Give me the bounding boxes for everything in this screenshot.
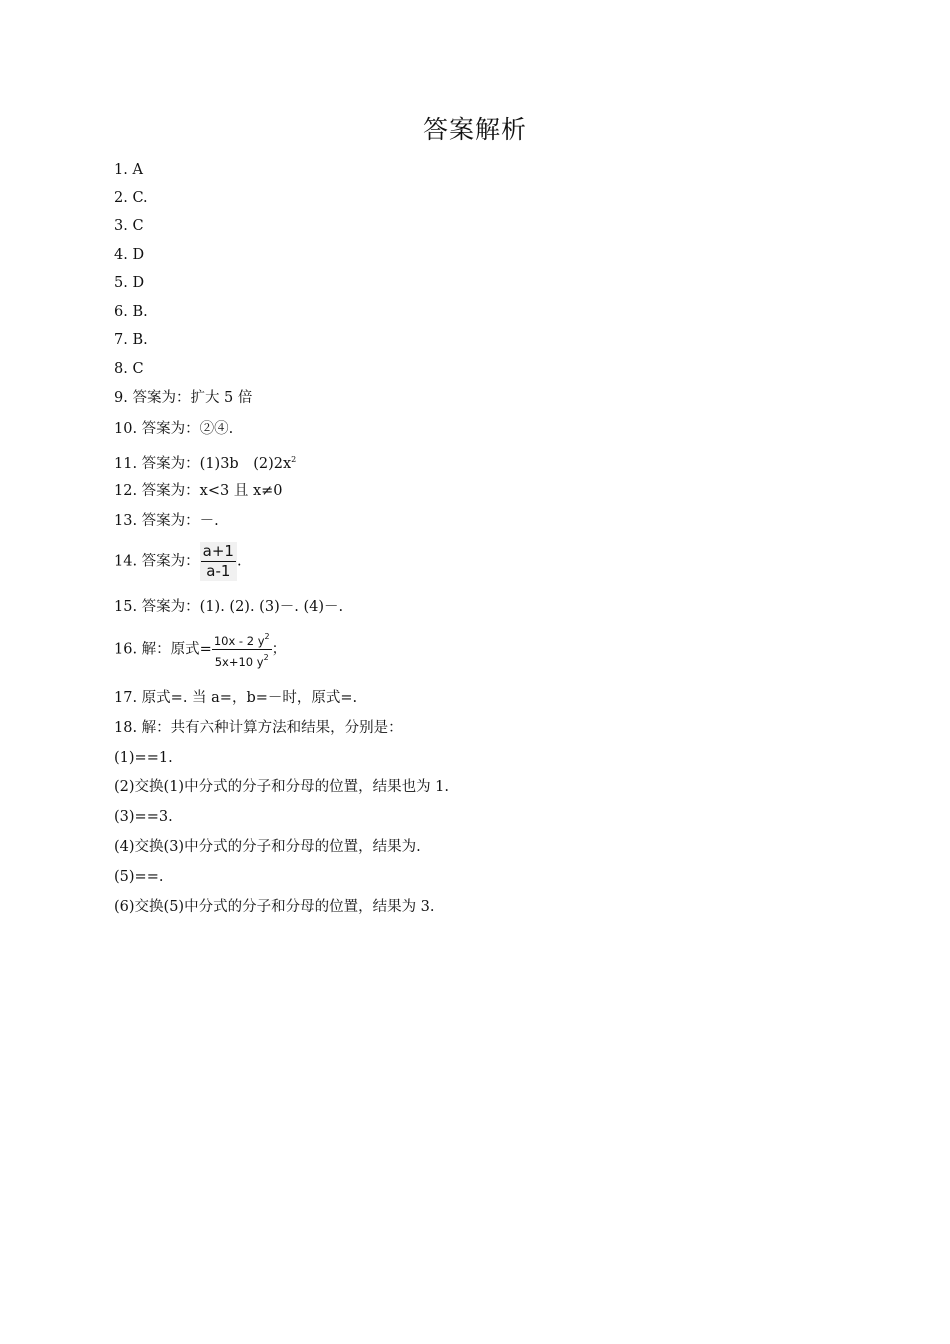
answer-6: 6. B.	[114, 304, 148, 320]
solution-step-3: (3)==3.	[114, 809, 173, 825]
solution-step-5: (5)==.	[114, 869, 164, 885]
answer-9: 9. 答案为：扩大 5 倍	[114, 390, 253, 406]
solution-step-1: (1)==1.	[114, 750, 173, 766]
answer-16-text: 16. 解：原式=	[114, 641, 212, 658]
numerator-text: 10x - 2 y	[213, 634, 265, 648]
answer-13: 13. 答案为：－.	[114, 513, 219, 529]
answer-10: 10. 答案为：②④.	[114, 421, 234, 437]
answer-14-text: 14. 答案为：	[114, 553, 200, 570]
answer-14-fraction	[200, 542, 237, 581]
answer-11-text: 11. 答案为：(1)3b (2)2x	[114, 456, 292, 472]
fraction-denominator	[212, 650, 272, 670]
denominator-exponent: 2	[263, 653, 269, 662]
answer-11	[114, 450, 296, 474]
page-title: 答案解析	[422, 115, 527, 144]
answer-14	[114, 542, 242, 581]
solution-step-2: (2)交换(1)中分式的分子和分母的位置，结果也为 1.	[114, 779, 450, 795]
answer-5: 5. D	[114, 275, 145, 291]
answer-16-fraction	[212, 629, 272, 670]
answer-12: 12. 答案为：x<3 且 x≠0	[114, 483, 283, 499]
answer-16-suffix: ；	[271, 641, 287, 658]
solution-step-6: (6)交换(5)中分式的分子和分母的位置，结果为 3.	[114, 899, 435, 915]
answer-7: 7. B.	[114, 332, 148, 348]
answer-8: 8. C	[114, 361, 144, 377]
answer-2: 2. C.	[114, 190, 148, 206]
answer-4: 4. D	[114, 247, 145, 263]
numerator-exponent: 2	[264, 632, 270, 641]
answer-1: 1. A	[114, 162, 143, 178]
answer-3: 3. C	[114, 218, 144, 234]
fraction-numerator: a+1	[202, 542, 234, 560]
fraction-denominator: a-1	[206, 562, 231, 580]
answer-14-suffix: .	[236, 553, 242, 570]
answer-16	[114, 629, 286, 670]
fraction-numerator	[212, 629, 272, 649]
answer-11-exponent: 2	[291, 455, 297, 464]
denominator-text: 5x+10 y	[214, 655, 264, 669]
answer-15: 15. 答案为：(1). (2). (3)－. (4)－.	[114, 599, 344, 615]
answer-17: 17. 原式=. 当 a=，b=－时，原式=.	[114, 690, 358, 706]
solution-step-4: (4)交换(3)中分式的分子和分母的位置，结果为.	[114, 839, 421, 855]
answer-18: 18. 解：共有六种计算方法和结果，分别是：	[114, 720, 403, 736]
